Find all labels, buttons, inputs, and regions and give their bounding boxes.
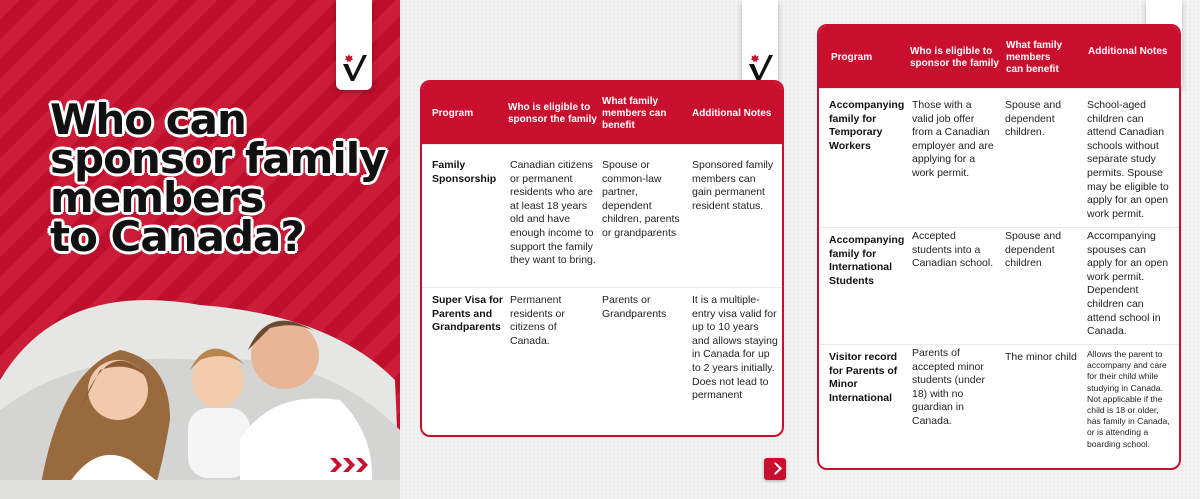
page-title: Who can sponsor family members to Canada? — [50, 95, 386, 261]
eligible-text: Canadian citizens or permanent residents who are at least 18 years old and have enough income to support the family they want to bring. — [510, 159, 596, 267]
col-notes: Additional Notes — [1088, 46, 1168, 57]
notes-text: Accompanying spouses can apply for an open work permit. Dependent children can attend school in Canada. — [1087, 230, 1169, 338]
notes-text: It is a multiple-entry visa valid for up to 10 years and allows staying in Canada for up to 2 years initially. Does not lead to permanent — [692, 294, 778, 402]
table-row — [819, 344, 1179, 469]
benefit-text: Spouse and dependent children — [1005, 230, 1062, 270]
col-eligible: Who is eligible to sponsor the family — [910, 46, 999, 69]
eligible-text: Parents of accepted minor students (under 18) with no guardian in Canada. — [912, 347, 985, 427]
logo-badge — [336, 0, 372, 90]
maple-leaf-check-logo — [746, 52, 774, 82]
table-row — [422, 144, 782, 287]
program-name: Family Sponsorship — [432, 159, 497, 185]
next-page-button[interactable] — [764, 458, 786, 480]
sponsorship-table-2 — [817, 24, 1181, 470]
col-program: Program — [831, 52, 873, 63]
triple-chevron-icon — [330, 458, 368, 472]
eligible-text: Those with a valid job offer from a Canadian employer and are applying for a work permit. — [912, 99, 994, 179]
col-eligible: Who is eligible to sponsor the family — [508, 102, 597, 125]
logo-badge — [742, 0, 778, 90]
program-name: Accompanying family for Temporary Workers — [829, 99, 905, 152]
table-header — [422, 82, 782, 144]
benefit-text: The minor child — [1005, 351, 1077, 363]
program-name: Accompanying family for International Students — [829, 234, 905, 287]
maple-leaf-check-logo — [340, 52, 368, 82]
table-row — [422, 287, 782, 433]
benefit-text: Spouse or common-law partner, dependent children, parents or grandparents — [602, 159, 680, 239]
table-panel-1 — [400, 0, 800, 499]
notes-text: Sponsored family members can gain permanent resident status. — [692, 159, 774, 212]
program-name: Visitor record for Parents of Minor International — [829, 351, 898, 404]
table-panel-2 — [800, 0, 1200, 499]
cover-panel — [0, 0, 400, 499]
col-notes: Additional Notes — [692, 108, 772, 119]
table-row — [819, 88, 1179, 227]
col-program: Program — [432, 108, 474, 119]
col-benefit: What family members can benefit — [602, 96, 667, 131]
table-header — [819, 26, 1179, 88]
table-row — [819, 227, 1179, 344]
notes-text: Allows the parent to accompany and care for their child while studying in Canada. Not applicable if the child is 18 or older, has family in Canada, or is attending a boarding school. — [1087, 349, 1170, 449]
eligible-text: Accepted students into a Canadian school. — [912, 230, 994, 270]
program-name: Super Visa for Parents and Grandparents — [432, 294, 503, 334]
eligible-text: Permanent residents or citizens of Canada. — [510, 294, 565, 347]
benefit-text: Spouse and dependent children. — [1005, 99, 1062, 139]
sponsorship-table-1 — [420, 80, 784, 437]
notes-text: School-aged children can attend Canadian schools without separate study permits. Spouse may be eligible to apply for an open work permit. — [1087, 99, 1169, 220]
col-benefit: What family members can benefit — [1006, 40, 1063, 75]
benefit-text: Parents or Grandparents — [602, 294, 667, 320]
